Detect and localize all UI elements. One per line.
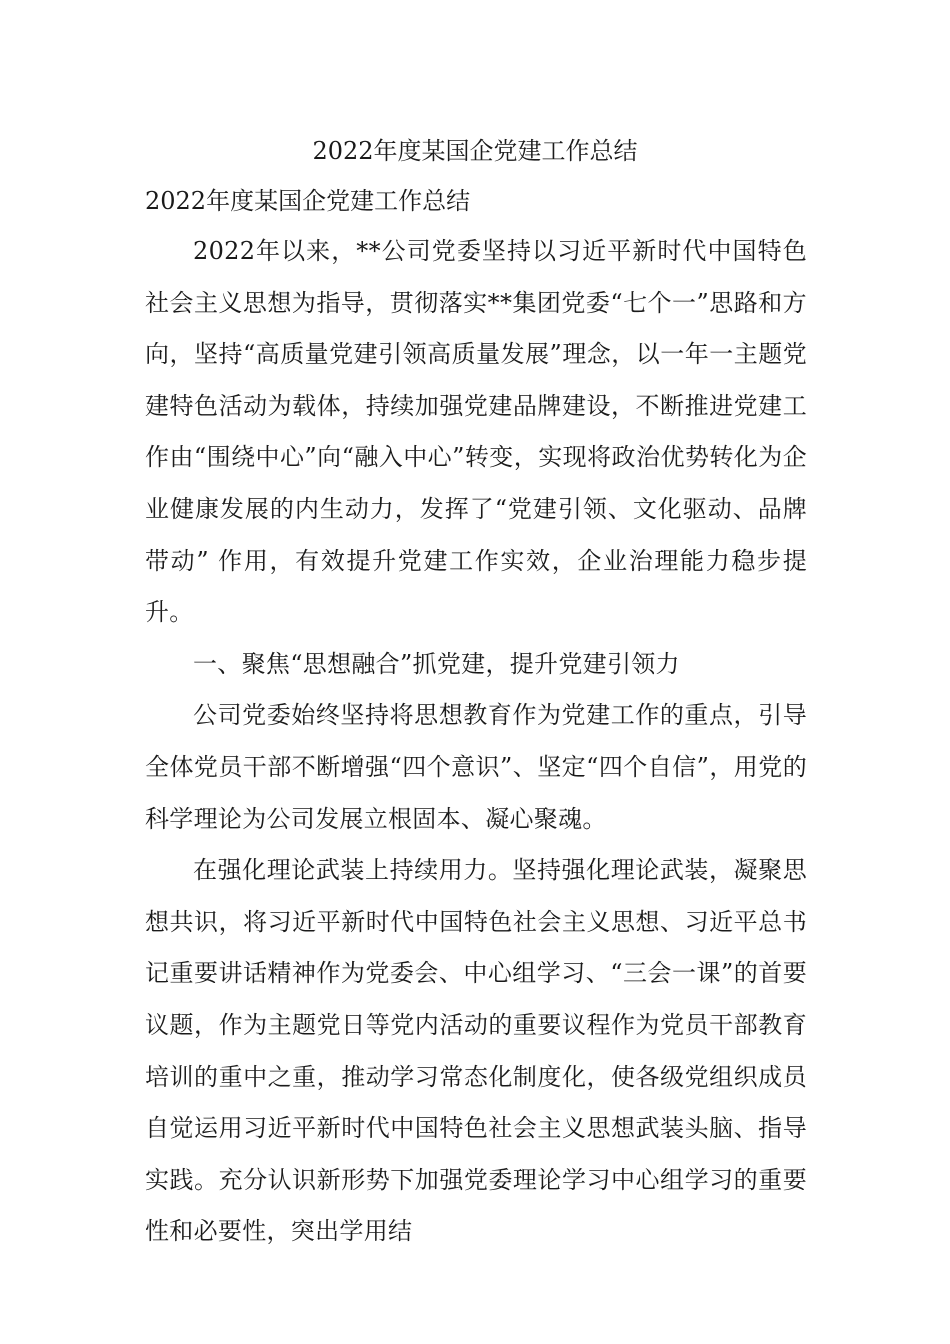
paragraph-theory: 在强化理论武装上持续用力。坚持强化理论武装，凝聚思想共识，将习近平新时代中国特色社会主义思想、习近平总书记重要讲话精神作为党委会、中心组学习、“三会一课”的首要议题，作为主题党日等党内活动的重要议程作为党员干部教育培训的重中之重，推动学习常态化制度化，使各级党组织成员自觉运用习近平新时代中国特色社会主义思想武装头脑、指导实践。充分认识新形势下加强党委理论学习中心组学习的重要性和必要性，突出学用结: [145, 856, 807, 1246]
document-subtitle: 2022年度某国企党建工作总结: [145, 187, 471, 215]
section-heading-1: 一、聚焦“思想融合”抓党建，提升党建引领力: [193, 649, 680, 678]
document-title: 2022年度某国企党建工作总结: [312, 137, 638, 165]
paragraph-section-1: 公司党委始终坚持将思想教育作为党建工作的重点，引导全体党员干部不断增强“四个意识”、坚定“四个自信”，用党的科学理论为公司发展立根固本、凝心聚魂。: [145, 701, 807, 833]
paragraph-intro: 2022年以来，**公司党委坚持以习近平新时代中国特色社会主义思想为指导，贯彻落实**集团党委“七个一”思路和方向，坚持“高质量党建引领高质量发展”理念，以一年一主题党建特色活动为载体，持续加强党建品牌建设，不断推进党建工作由“围绕中心”向“融入中心”转变，实现将政治优势转化为企业健康发展的内生动力，发挥了“党建引领、文化驱动、品牌带动” 作用，有效提升党建工作实效，企业治理能力稳步提升。: [145, 237, 807, 627]
document-body: [145, 226, 807, 1258]
